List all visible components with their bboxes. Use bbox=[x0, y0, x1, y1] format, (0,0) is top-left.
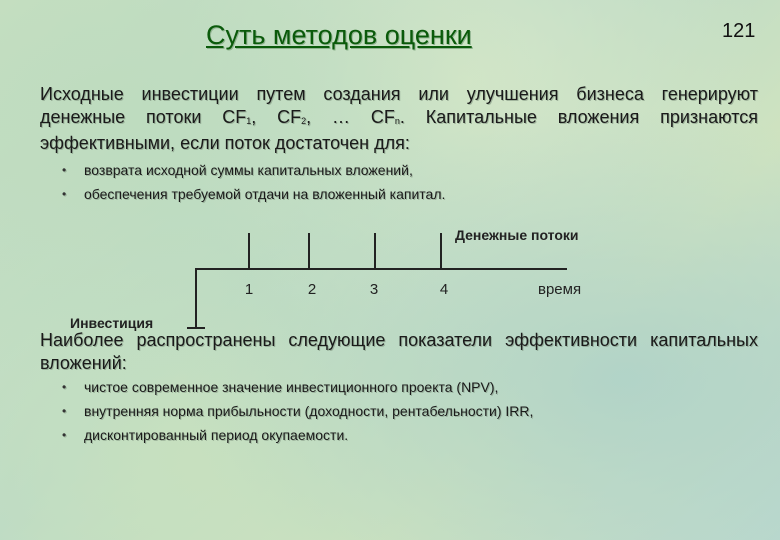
period-label: 3 bbox=[369, 281, 379, 298]
cash-flows-label: Денежные потоки bbox=[455, 227, 579, 243]
time-label: время bbox=[538, 281, 582, 298]
slide-title: Суть методов оценки bbox=[206, 20, 472, 50]
bullet-list-indicators bbox=[62, 375, 533, 447]
subscript-2: 2 bbox=[301, 116, 307, 126]
period-label: 1 bbox=[244, 281, 254, 298]
bullet-icon: • bbox=[62, 404, 67, 418]
intro-text-1: Исходные инвестиции путем создания или улучшения бизнеса генерируют денежные потоки CF bbox=[40, 84, 758, 127]
subscript-n: n bbox=[394, 116, 400, 126]
intro-separator-1: , CF bbox=[251, 107, 302, 127]
list-item-text: возврата исходной суммы капитальных вложений, bbox=[84, 162, 413, 178]
intro-separator-2: , … CF bbox=[306, 107, 395, 127]
intro-text-2: . Капитальные вложения признаются эффективными, если поток достаточен для: bbox=[40, 107, 758, 153]
list-item-text: чистое современное значение инвестиционного проекта (NPV), bbox=[84, 379, 499, 395]
list-item bbox=[62, 375, 533, 399]
bullet-icon: • bbox=[62, 187, 67, 201]
list-item-text: обеспечения требуемой отдачи на вложенный капитал. bbox=[84, 186, 446, 202]
period-label: 2 bbox=[307, 281, 317, 298]
list-item-text: внутренняя норма прибыльности (доходности, рентабельности) IRR, bbox=[84, 403, 534, 419]
indicators-paragraph: Наиболее распространены следующие показатели эффективности капитальных вложений: bbox=[40, 330, 758, 373]
list-item bbox=[62, 399, 533, 423]
bullet-icon: • bbox=[62, 380, 67, 394]
bullet-icon: • bbox=[62, 163, 67, 177]
investment-label: Инвестиция bbox=[70, 315, 154, 331]
subscript-1: 1 bbox=[246, 116, 252, 126]
list-item-text: дисконтированный период окупаемости. bbox=[84, 427, 349, 443]
list-item bbox=[62, 423, 533, 447]
bullet-icon: • bbox=[62, 428, 67, 442]
page-number: 121 bbox=[722, 20, 756, 42]
period-label: 4 bbox=[439, 281, 449, 298]
